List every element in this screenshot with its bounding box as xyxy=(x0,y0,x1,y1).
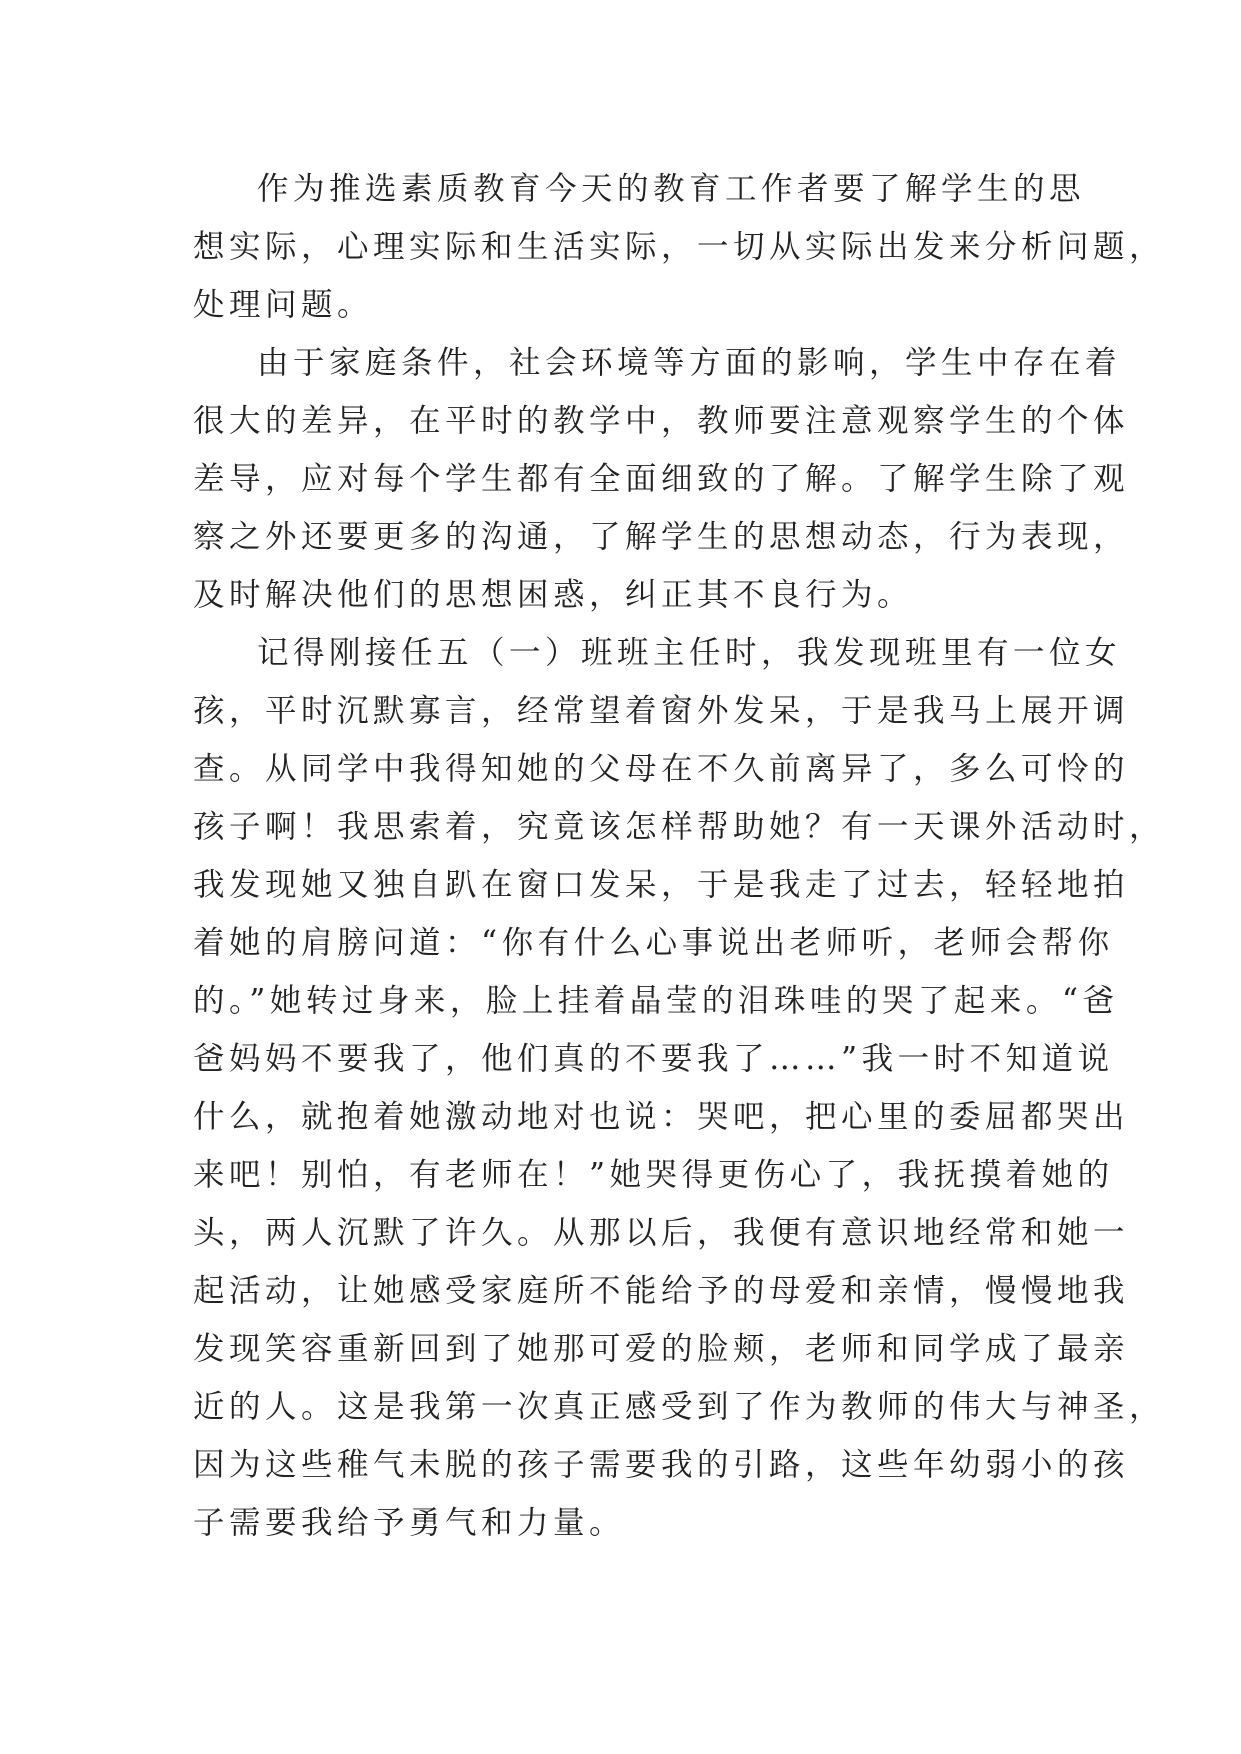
document-body xyxy=(193,160,1166,1552)
text-line: 着她的肩膀问道：“你有什么心事说出老师听，老师会帮你 xyxy=(193,925,1114,961)
text-line: 孩子啊！我思索着，究竟该怎样帮助她？有一天课外活动时， xyxy=(193,809,1166,845)
text-line: 处理问题。 xyxy=(193,287,374,323)
text-line: 爸妈妈不要我了，他们真的不要我了……”我一时不知道说 xyxy=(193,1041,1114,1077)
paragraph-1 xyxy=(193,160,1166,334)
text-line: 来吧！别怕，有老师在！”她哭得更伤心了，我抚摸着她的 xyxy=(193,1157,1114,1193)
text-line: 察之外还要更多的沟通，了解学生的思想动态，行为表现， xyxy=(193,519,1130,555)
text-line: 因为这些稚气未脱的孩子需要我的引路，这些年幼弱小的孩 xyxy=(193,1447,1130,1483)
text-line: 子需要我给予勇气和力量。 xyxy=(193,1505,626,1541)
text-line: 作为推选素质教育今天的教育工作者要了解学生的思 xyxy=(257,171,1086,207)
text-line: 想实际，心理实际和生活实际，一切从实际出发来分析问题， xyxy=(193,229,1166,265)
text-line: 发现笑容重新回到了她那可爱的脸颊，老师和同学成了最亲 xyxy=(193,1331,1130,1367)
text-line: 我发现她又独自趴在窗口发呆，于是我走了过去，轻轻地拍 xyxy=(193,867,1130,903)
text-line: 及时解决他们的思想困惑，纠正其不良行为。 xyxy=(193,577,914,613)
text-line: 的。”她转过身来，脸上挂着晶莹的泪珠哇的哭了起来。“爸 xyxy=(193,983,1119,1019)
text-line: 起活动，让她感受家庭所不能给予的母爱和亲情，慢慢地我 xyxy=(193,1273,1130,1309)
text-line: 近的人。这是我第一次真正感受到了作为教师的伟大与神圣， xyxy=(193,1389,1166,1425)
text-line: 差导，应对每个学生都有全面细致的了解。了解学生除了观 xyxy=(193,461,1130,497)
paragraph-2 xyxy=(193,334,1130,624)
text-line: 记得刚接任五（一）班班主任时，我发现班里有一位女 xyxy=(257,635,1122,671)
text-line: 孩，平时沉默寡言，经常望着窗外发呆，于是我马上展开调 xyxy=(193,693,1130,729)
text-line: 什么，就抱着她激动地对也说：哭吧，把心里的委屈都哭出 xyxy=(193,1099,1130,1135)
text-line: 查。从同学中我得知她的父母在不久前离异了，多么可怜的 xyxy=(193,751,1130,787)
text-line: 很大的差异，在平时的教学中，教师要注意观察学生的个体 xyxy=(193,403,1130,439)
text-line: 由于家庭条件，社会环境等方面的影响，学生中存在着 xyxy=(257,345,1122,381)
text-line: 头，两人沉默了许久。从那以后，我便有意识地经常和她一 xyxy=(193,1215,1130,1251)
paragraph-3 xyxy=(193,624,1166,1552)
